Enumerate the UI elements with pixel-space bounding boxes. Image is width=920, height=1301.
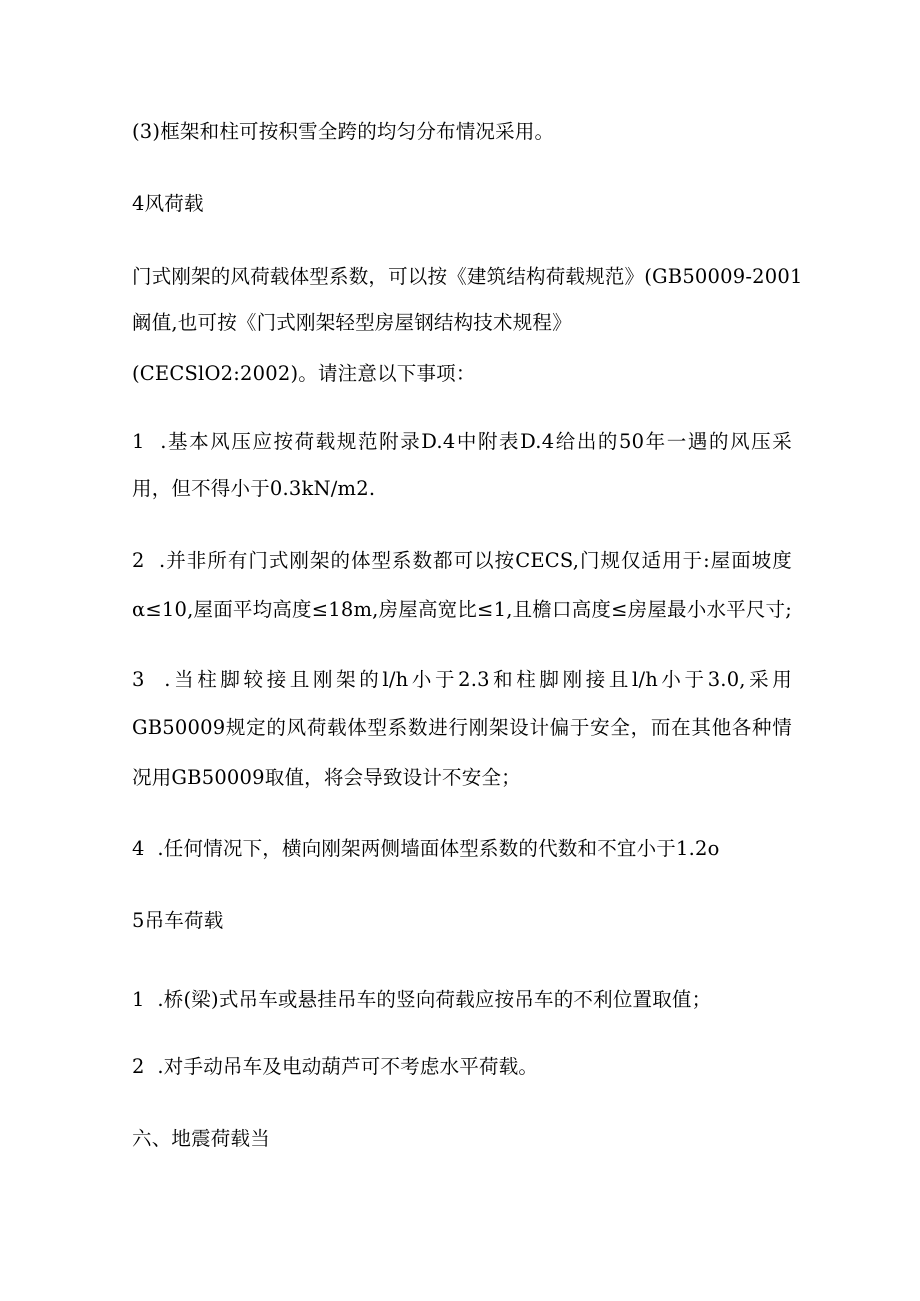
list-item-1-line-1: 1 .基本风压应按荷载规范附录D.4中附表D.4给出的50年一遇的风压采 <box>132 430 792 453</box>
crane-item-1: 1 .桥(梁)式吊车或悬挂吊车的竖向荷载应按吊车的不利位置取值； <box>132 988 712 1011</box>
list-item-2-line-2: α≤10,屋面平均高度≤18m,房屋高宽比≤1,且檐口高度≤房屋最小水平尺寸; <box>132 598 793 621</box>
heading-seismic-load: 六、地震荷载当 <box>132 1127 270 1150</box>
paragraph-wind-intro-line-1: 门式刚架的风荷载体型系数，可以按《建筑结构荷载规范》(GB50009-2001 <box>132 265 803 288</box>
list-item-3-line-2: GB50009规定的风荷载体型系数进行刚架设计偏于安全，而在其他各种情 <box>132 716 792 739</box>
paragraph-wind-intro-line-2: 阚值,也可按《门式刚架轻型房屋钢结构技术规程》 <box>132 311 572 334</box>
heading-crane-load: 5吊车荷载 <box>132 909 224 932</box>
crane-item-2: 2 .对手动吊车及电动葫芦可不考虑水平荷载。 <box>132 1055 539 1078</box>
list-item-4: 4 .任何情况下，横向刚架两侧墙面体型系数的代数和不宜小于1.2o <box>132 837 720 860</box>
list-item-3-line-3: 况用GB50009取值，将会导致设计不安全； <box>132 766 521 789</box>
heading-wind-load: 4风荷载 <box>132 192 204 215</box>
list-item-3-line-1: 3 .当柱脚较接且刚架的l/h小于2.3和柱脚刚接且l/h小于3.0,采用 <box>132 668 792 691</box>
list-item-2-line-1: 2 .并非所有门式刚架的体型系数都可以按CECS,门规仅适用于:屋面坡度 <box>132 549 792 572</box>
paragraph-wind-intro-line-3: (CECSlO2:2002)。请注意以下事项： <box>132 362 476 385</box>
paragraph-snow-load-note: (3)框架和柱可按积雪全跨的均匀分布情况采用。 <box>132 120 555 143</box>
list-item-1-line-2: 用，但不得小于0.3kN∕m2. <box>132 477 376 500</box>
